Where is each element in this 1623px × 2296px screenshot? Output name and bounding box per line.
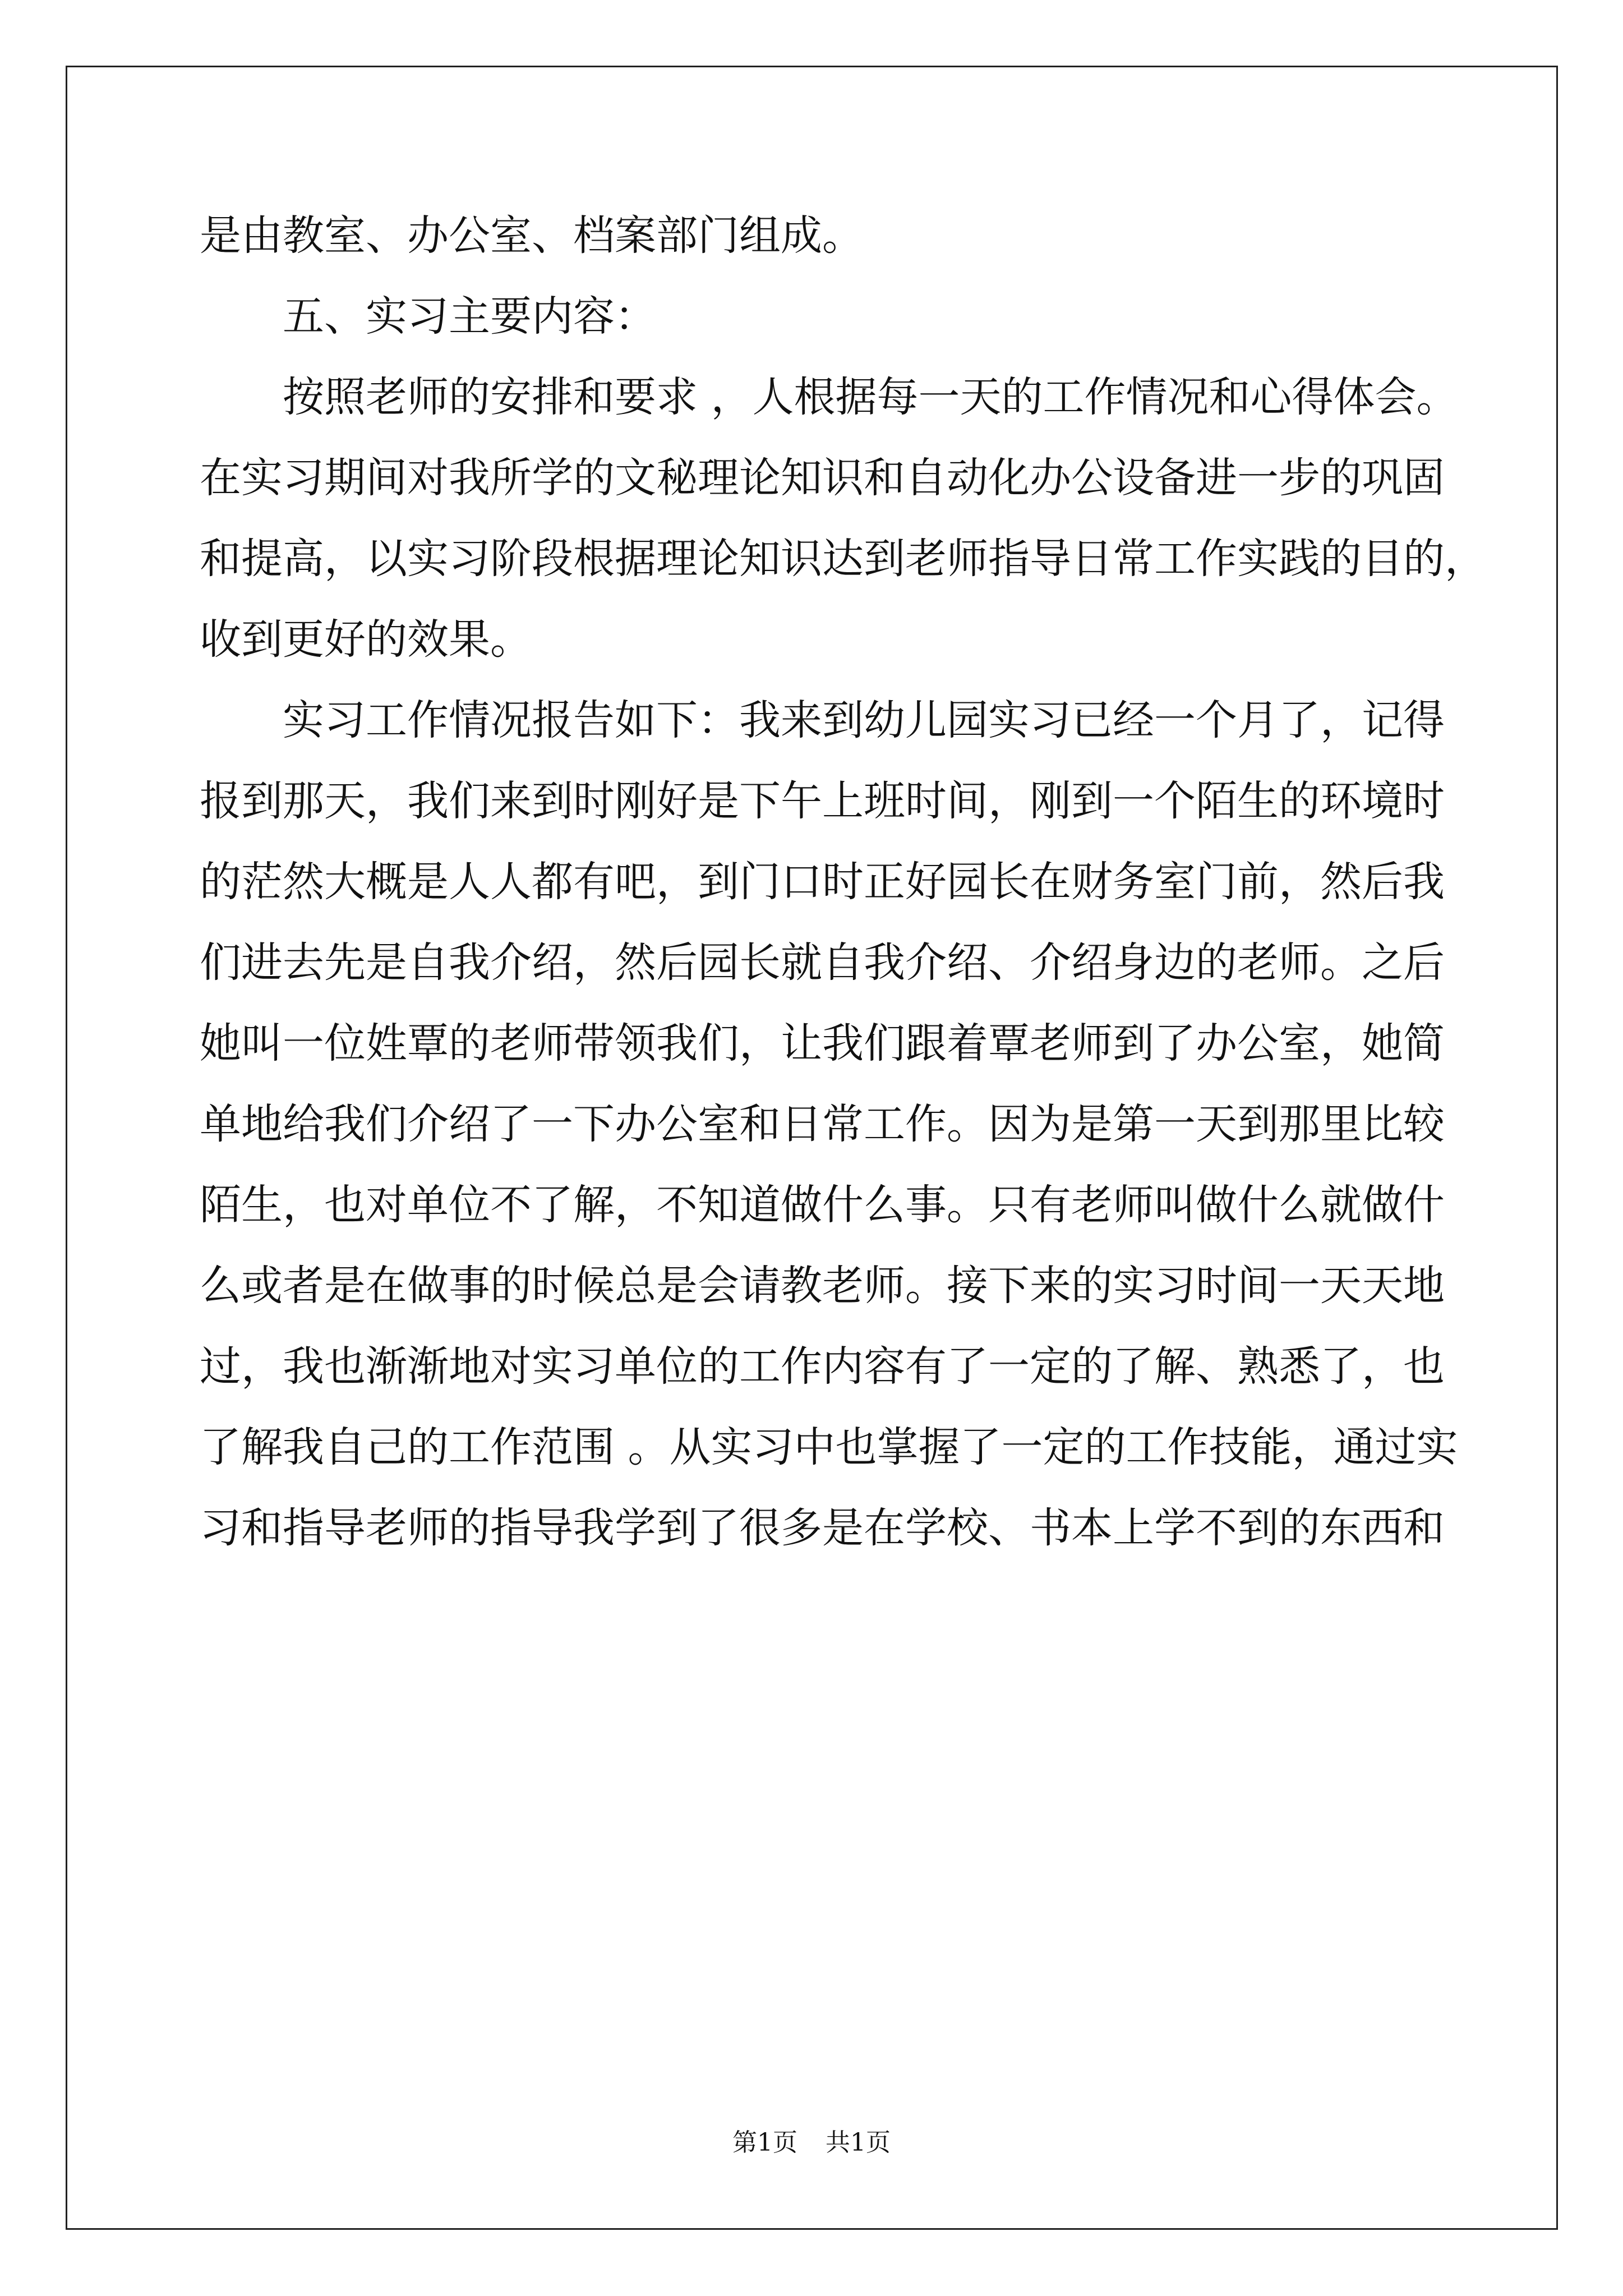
text-line-17: 习和指导老师的指导我学到了很多是在学校、书本上学不到的东西和 [200, 1504, 1445, 1552]
text-line-10: 们进去先是自我介绍，然后园长就自我介绍、介绍身边的老师。之后 [200, 938, 1445, 987]
section-heading: 五、实习主要内容： [283, 292, 656, 341]
text-line-6: 收到更好的效果。 [200, 615, 532, 664]
page-count: 共1页 [826, 2128, 891, 2157]
text-line-14: 么或者是在做事的时候总是会请教老师。接下来的实习时间一天天地 [200, 1262, 1445, 1310]
text-line-4: 在实习期间对我所学的文秘理论知识和自动化办公设备进一步的巩固 [200, 454, 1445, 502]
text-line-16: 了解我自己的工作范围 。从实习中也掌握了一定的工作技能，通过实 [200, 1423, 1458, 1471]
text-line-11: 她叫一位姓覃的老师带领我们，让我们跟着覃老师到了办公室，她简 [200, 1019, 1445, 1068]
text-line-12: 单地给我们介绍了一下办公室和日常工作。因为是第一天到那里比较 [200, 1100, 1445, 1148]
text-line-3: 按照老师的安排和要求 ，人根据每一天的工作情况和心得体会。 [283, 373, 1458, 421]
text-line-9: 的茫然大概是人人都有吧，到门口时正好园长在财务室门前，然后我 [200, 858, 1445, 906]
page-number: 第1页 [732, 2128, 797, 2157]
page-footer [0, 2126, 1623, 2160]
text-line-7: 实习工作情况报告如下：我来到幼儿园实习已经一个月了，记得 [283, 696, 1445, 744]
text-line-1: 是由教室、办公室、档案部门组成。 [200, 211, 864, 260]
text-line-15: 过，我也渐渐地对实习单位的工作内容有了一定的了解、熟悉了，也 [200, 1342, 1445, 1391]
text-line-13: 陌生，也对单位不了解，不知道做什么事。只有老师叫做什么就做什 [200, 1181, 1445, 1229]
text-line-8: 报到那天，我们来到时刚好是下午上班时间，刚到一个陌生的环境时 [200, 777, 1445, 825]
text-line-5: 和提高，以实习阶段根据理论知识达到老师指导日常工作实践的目的， [200, 535, 1486, 583]
